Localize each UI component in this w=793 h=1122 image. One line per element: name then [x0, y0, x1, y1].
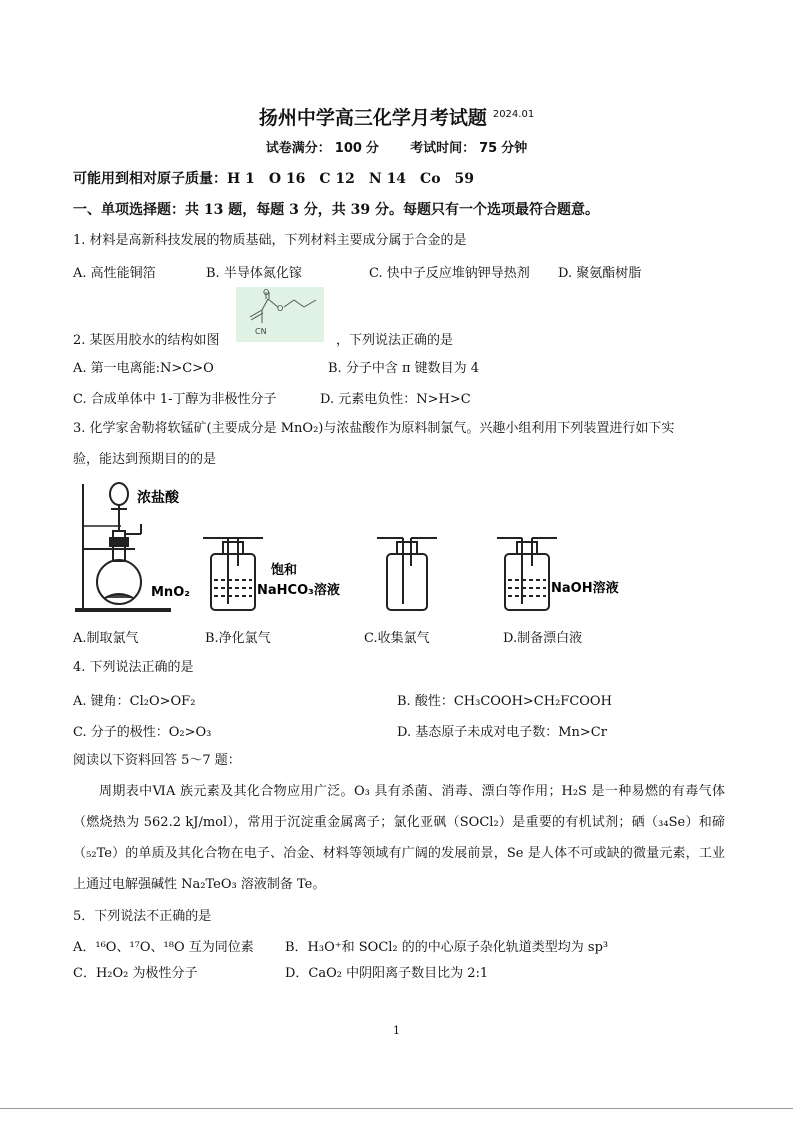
- time-label: 考试时间：: [410, 141, 476, 156]
- full-score-value: 100: [334, 141, 362, 156]
- q1-option-b: B. 半导体氮化镓: [206, 266, 302, 281]
- atomic-mass-line: 可能用到相对原子质量：H 1 O 16 C 12 N 14 Co 59: [73, 171, 475, 187]
- q3-stem-line1: 3. 化学家舍勒将软锰矿(主要成分是 MnO₂)与浓盐酸作为原料制氯气。兴趣小组利用下列装置进行如下实: [73, 421, 675, 436]
- page-number: 1: [393, 1024, 400, 1037]
- reading-paragraph: [73, 776, 725, 900]
- label-nahco3: NaHCO₃溶液: [257, 583, 340, 598]
- q5-option-c: C．H₂O₂ 为极性分子: [73, 966, 198, 981]
- q4-option-b: B. 酸性：CH₃COOH>CH₂FCOOH: [397, 694, 612, 709]
- q4-option-c: C. 分子的极性：O₂>O₃: [73, 725, 212, 740]
- label-mno2: MnO₂: [151, 585, 190, 600]
- q2-option-b: B. 分子中含 π 键数目为 4: [328, 361, 480, 376]
- exam-date: 2024.01: [492, 109, 535, 120]
- q4-option-a: A. 键角：Cl₂O>OF₂: [73, 694, 196, 709]
- q3-stem-line2: 验，能达到预期目的的是: [73, 452, 217, 467]
- q2-option-c: C. 合成单体中 1-丁醇为非极性分子: [73, 392, 277, 407]
- q1-option-d: D. 聚氨酯树脂: [558, 266, 642, 281]
- full-score-unit: 分: [365, 141, 379, 156]
- q5-stem: 5．下列说法不正确的是: [73, 909, 212, 924]
- exam-info: [0, 137, 793, 156]
- full-score-label: 试卷满分：: [265, 141, 331, 156]
- q5-option-b: B．H₃O⁺和 SOCl₂ 的的中心原子杂化轨道类型均为 sp³: [285, 940, 609, 955]
- q3-option-d: D.制备漂白液: [503, 631, 583, 646]
- apparatus-figure: [73, 476, 633, 621]
- q4-stem: 4. 下列说法正确的是: [73, 660, 194, 675]
- time-unit: 分钟: [501, 141, 528, 156]
- label-conc-hcl: 浓盐酸: [137, 490, 179, 506]
- q3-option-a: A.制取氯气: [73, 631, 139, 646]
- q3-option-c: C.收集氯气: [364, 631, 430, 646]
- mol-cn: CN: [255, 327, 267, 336]
- q1-stem: 1. 材料是高新科技发展的物质基础，下列材料主要成分属于合金的是: [73, 233, 467, 248]
- exam-title: 扬州中学高三化学月考试题: [258, 107, 487, 129]
- q2-stem-after: ，下列说法正确的是: [336, 333, 454, 348]
- q4-option-d: D. 基态原子未成对电子数：Mn>Cr: [397, 725, 607, 740]
- mol-o-ester: O: [277, 304, 284, 313]
- q5-option-a: A．¹⁶O、¹⁷O、¹⁸O 互为同位素: [73, 940, 254, 955]
- reading-intro: 阅读以下资料回答 5～7 题：: [73, 753, 241, 768]
- q2-stem-before: 2. 某医用胶水的结构如图: [73, 333, 220, 348]
- time-value: 75: [479, 141, 498, 156]
- label-saturated: 饱和: [271, 563, 298, 578]
- label-naoh: NaOH溶液: [551, 581, 619, 596]
- q2-option-d: D. 元素电负性：N>H>C: [320, 392, 471, 407]
- q2-option-a: A. 第一电离能:N>C>O: [73, 361, 214, 376]
- q5-option-d: D．CaO₂ 中阴阳离子数目比为 2:1: [285, 966, 489, 981]
- reading-paragraph-text: 周期表中ⅥA 族元素及其化合物应用广泛。O₃ 具有杀菌、消毒、漂白等作用；H₂S 是一种易燃的有毒气体（燃烧热为 562.2 kJ/mol），常用于沉淀重金属离子；氯化亚砜（SOCl₂）是重要的有机试剂；硒（₃₄Se）和碲（₅₂Te）的单质及其化合物在电子、冶金、材料等领域有广阔的发展前景，Se 是人体不可或缺的微量元素，工业上通过电解强碱性 Na₂TeO₃ 溶液制备 Te。: [73, 784, 725, 892]
- q1-option-a: A. 高性能铜箔: [73, 266, 156, 281]
- q1-option-c: C. 快中子反应堆钠钾导热剂: [369, 266, 530, 281]
- section-heading: 一、单项选择题：共 13 题，每题 3 分，共 39 分。每题只有一个选项最符合题意。: [73, 202, 599, 218]
- page-bottom-rule: [0, 1108, 793, 1109]
- exam-title-line: [0, 103, 793, 130]
- mol-o-top: O: [263, 288, 270, 297]
- molecule-structure-image: [236, 287, 324, 342]
- q3-option-b: B.净化氯气: [205, 631, 271, 646]
